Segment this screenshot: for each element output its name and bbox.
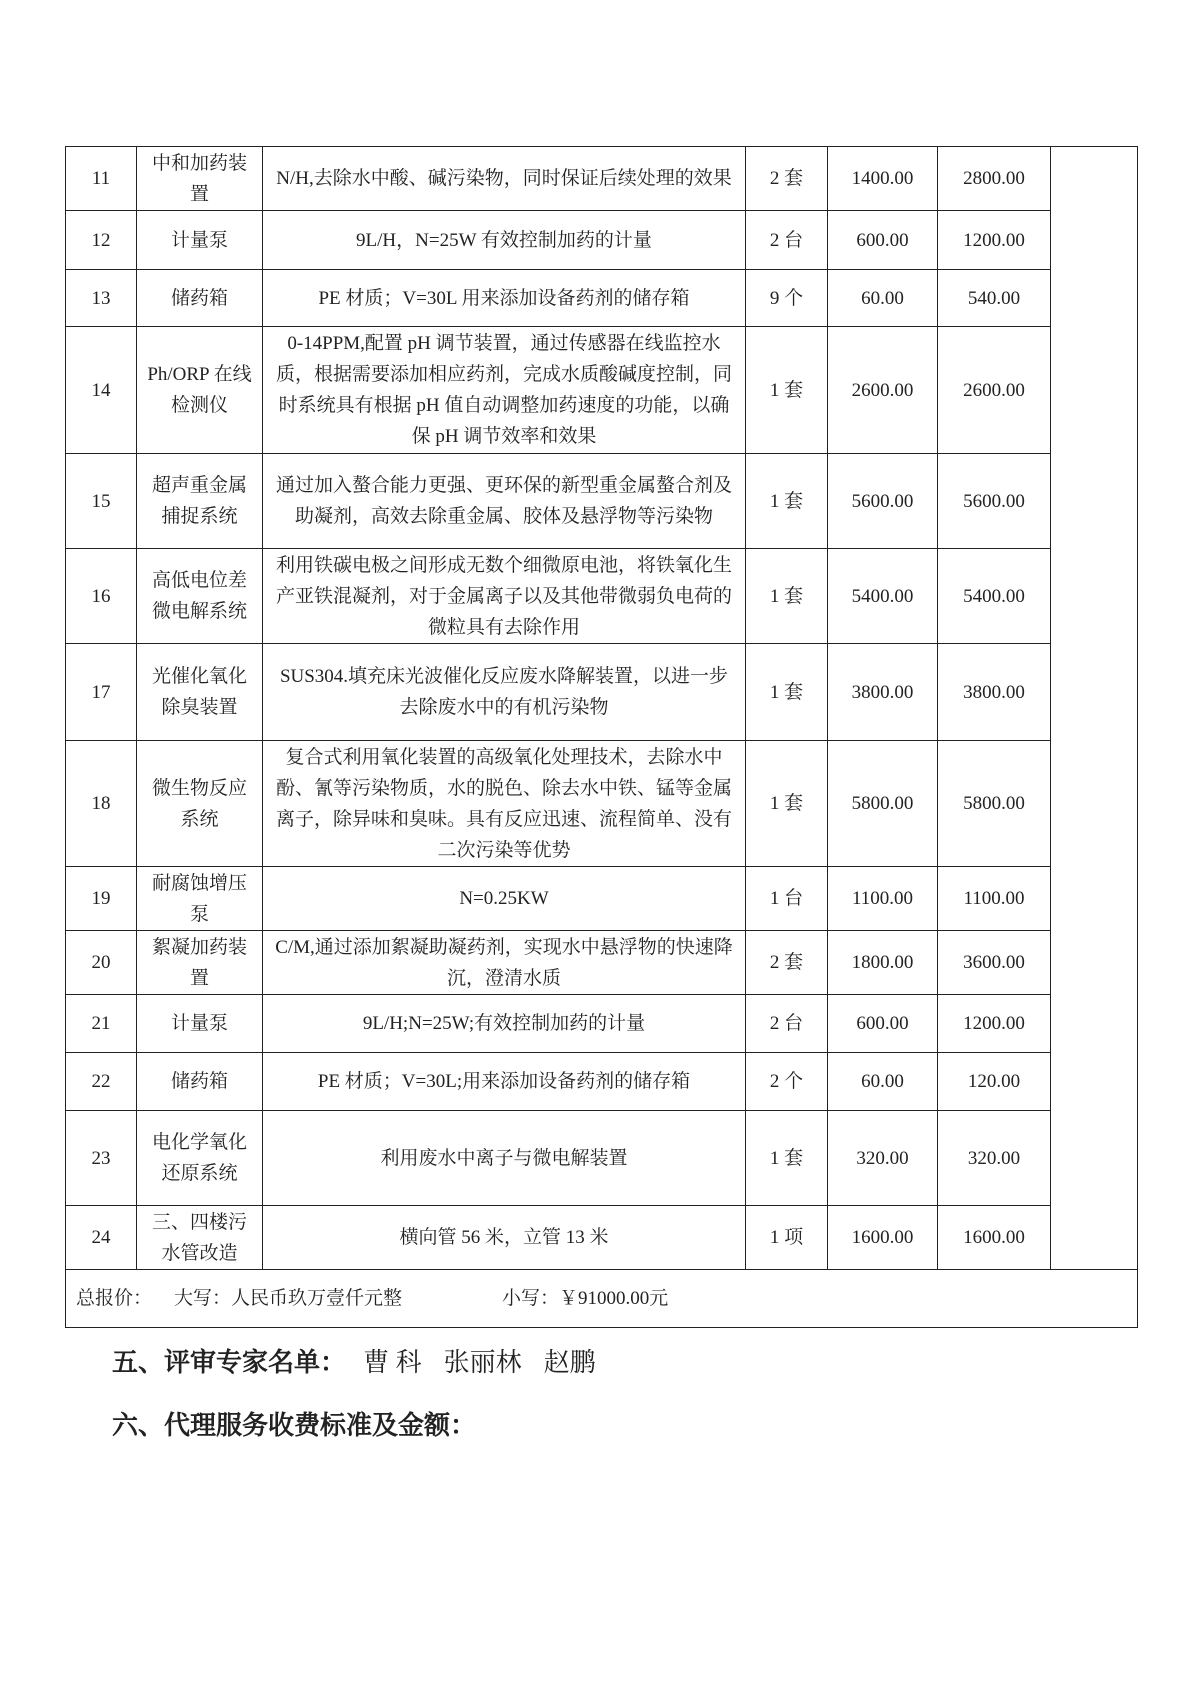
table-row bbox=[66, 1206, 1138, 1270]
blank-cell bbox=[1051, 931, 1138, 995]
table-row bbox=[66, 867, 1138, 931]
total-upper: 大写：人民币玖万壹仟元整 bbox=[174, 1288, 403, 1309]
item-total-price: 2600.00 bbox=[938, 327, 1051, 454]
item-name: 计量泵 bbox=[137, 995, 263, 1053]
item-quantity: 1 套 bbox=[746, 549, 828, 644]
item-name: 中和加药装置 bbox=[137, 147, 263, 211]
item-description: 通过加入螯合能力更强、更环保的新型重金属螯合剂及助凝剂，高效去除重金属、胶体及悬浮物等污染物 bbox=[263, 454, 746, 549]
item-description: PE 材质；V=30L 用来添加设备药剂的储存箱 bbox=[263, 270, 746, 327]
expert-name: 赵鹏 bbox=[543, 1348, 596, 1377]
blank-cell bbox=[1051, 327, 1138, 454]
item-description: C/M,通过添加絮凝助凝药剂，实现水中悬浮物的快速降沉，澄清水质 bbox=[263, 931, 746, 995]
item-unit-price: 60.00 bbox=[828, 1053, 938, 1111]
item-description: 横向管 56 米，立管 13 米 bbox=[263, 1206, 746, 1270]
item-quantity: 2 个 bbox=[746, 1053, 828, 1111]
blank-cell bbox=[1051, 1053, 1138, 1111]
total-price-cell bbox=[66, 1270, 1138, 1328]
item-name: 储药箱 bbox=[137, 270, 263, 327]
item-name: 耐腐蚀增压泵 bbox=[137, 867, 263, 931]
item-name: 超声重金属捕捉系统 bbox=[137, 454, 263, 549]
table-row bbox=[66, 549, 1138, 644]
blank-cell bbox=[1051, 995, 1138, 1053]
table-row bbox=[66, 995, 1138, 1053]
item-number: 15 bbox=[66, 454, 137, 549]
item-total-price: 540.00 bbox=[938, 270, 1051, 327]
item-description: 利用铁碳电极之间形成无数个细微原电池，将铁氧化生产亚铁混凝剂，对于金属离子以及其他带微弱负电荷的微粒具有去除作用 bbox=[263, 549, 746, 644]
item-quantity: 2 套 bbox=[746, 147, 828, 211]
item-unit-price: 1400.00 bbox=[828, 147, 938, 211]
item-total-price: 1600.00 bbox=[938, 1206, 1051, 1270]
item-total-price: 3800.00 bbox=[938, 644, 1051, 741]
table-row bbox=[66, 1053, 1138, 1111]
section-5-title: 五、评审专家名单： bbox=[112, 1348, 347, 1378]
item-number: 17 bbox=[66, 644, 137, 741]
item-total-price: 5600.00 bbox=[938, 454, 1051, 549]
item-quantity: 1 台 bbox=[746, 867, 828, 931]
blank-cell bbox=[1051, 1206, 1138, 1270]
blank-cell bbox=[1051, 454, 1138, 549]
item-unit-price: 3800.00 bbox=[828, 644, 938, 741]
item-unit-price: 1800.00 bbox=[828, 931, 938, 995]
table-row bbox=[66, 644, 1138, 741]
table-row bbox=[66, 327, 1138, 454]
item-number: 14 bbox=[66, 327, 137, 454]
blank-cell bbox=[1051, 644, 1138, 741]
item-name: 三、四楼污水管改造 bbox=[137, 1206, 263, 1270]
item-quantity: 1 套 bbox=[746, 327, 828, 454]
item-unit-price: 60.00 bbox=[828, 270, 938, 327]
item-number: 20 bbox=[66, 931, 137, 995]
item-total-price: 1200.00 bbox=[938, 211, 1051, 270]
blank-cell bbox=[1051, 741, 1138, 867]
table-row bbox=[66, 147, 1138, 211]
item-total-price: 120.00 bbox=[938, 1053, 1051, 1111]
table-row bbox=[66, 741, 1138, 867]
item-name: 高低电位差微电解系统 bbox=[137, 549, 263, 644]
total-price-row bbox=[66, 1270, 1138, 1328]
item-unit-price: 320.00 bbox=[828, 1111, 938, 1206]
quotation-table bbox=[65, 146, 1138, 1328]
item-name: 光催化氧化除臭装置 bbox=[137, 644, 263, 741]
table-row bbox=[66, 931, 1138, 995]
item-name: Ph/ORP 在线检测仪 bbox=[137, 327, 263, 454]
item-number: 16 bbox=[66, 549, 137, 644]
item-name: 计量泵 bbox=[137, 211, 263, 270]
table-row bbox=[66, 454, 1138, 549]
item-description: 复合式利用氧化装置的高级氧化处理技术，去除水中酚、氰等污染物质，水的脱色、除去水中铁、锰等金属离子，除异味和臭味。具有反应迅速、流程简单、没有二次污染等优势 bbox=[263, 741, 746, 867]
blank-cell bbox=[1051, 147, 1138, 211]
item-name: 微生物反应系统 bbox=[137, 741, 263, 867]
expert-name: 曹 科 bbox=[363, 1348, 422, 1377]
expert-name: 张丽林 bbox=[443, 1348, 522, 1377]
blank-cell bbox=[1051, 211, 1138, 270]
item-total-price: 1200.00 bbox=[938, 995, 1051, 1053]
item-total-price: 2800.00 bbox=[938, 147, 1051, 211]
item-quantity: 2 台 bbox=[746, 211, 828, 270]
item-name: 絮凝加药装置 bbox=[137, 931, 263, 995]
item-quantity: 1 套 bbox=[746, 741, 828, 867]
item-total-price: 5800.00 bbox=[938, 741, 1051, 867]
item-description: N=0.25KW bbox=[263, 867, 746, 931]
item-unit-price: 5600.00 bbox=[828, 454, 938, 549]
item-description: 9L/H，N=25W 有效控制加药的计量 bbox=[263, 211, 746, 270]
item-unit-price: 1100.00 bbox=[828, 867, 938, 931]
item-description: 0-14PPM,配置 pH 调节装置，通过传感器在线监控水质，根据需要添加相应药剂，完成水质酸碱度控制，同时系统具有根据 pH 值自动调整加药速度的功能，以确保 pH 调节效率和效果 bbox=[263, 327, 746, 454]
item-unit-price: 5800.00 bbox=[828, 741, 938, 867]
item-description: SUS304.填充床光波催化反应废水降解装置，以进一步去除废水中的有机污染物 bbox=[263, 644, 746, 741]
item-number: 21 bbox=[66, 995, 137, 1053]
table-row bbox=[66, 1111, 1138, 1206]
item-number: 23 bbox=[66, 1111, 137, 1206]
item-number: 12 bbox=[66, 211, 137, 270]
item-total-price: 3600.00 bbox=[938, 931, 1051, 995]
item-number: 11 bbox=[66, 147, 137, 211]
item-quantity: 1 套 bbox=[746, 644, 828, 741]
item-quantity: 1 套 bbox=[746, 454, 828, 549]
item-total-price: 5400.00 bbox=[938, 549, 1051, 644]
item-description: 9L/H;N=25W;有效控制加药的计量 bbox=[263, 995, 746, 1053]
blank-cell bbox=[1051, 867, 1138, 931]
item-description: PE 材质；V=30L;用来添加设备药剂的储存箱 bbox=[263, 1053, 746, 1111]
item-quantity: 2 台 bbox=[746, 995, 828, 1053]
item-number: 19 bbox=[66, 867, 137, 931]
item-total-price: 1100.00 bbox=[938, 867, 1051, 931]
item-unit-price: 2600.00 bbox=[828, 327, 938, 454]
item-number: 13 bbox=[66, 270, 137, 327]
item-total-price: 320.00 bbox=[938, 1111, 1051, 1206]
item-number: 18 bbox=[66, 741, 137, 867]
item-unit-price: 600.00 bbox=[828, 995, 938, 1053]
item-name: 储药箱 bbox=[137, 1053, 263, 1111]
section-6-heading bbox=[112, 1405, 476, 1442]
total-lower: 小写：￥91000.00元 bbox=[502, 1288, 669, 1309]
blank-cell bbox=[1051, 270, 1138, 327]
table-row bbox=[66, 211, 1138, 270]
item-quantity: 1 套 bbox=[746, 1111, 828, 1206]
blank-cell bbox=[1051, 1111, 1138, 1206]
item-unit-price: 1600.00 bbox=[828, 1206, 938, 1270]
item-unit-price: 600.00 bbox=[828, 211, 938, 270]
section-6-title: 六、代理服务收费标准及金额： bbox=[112, 1411, 477, 1441]
item-number: 24 bbox=[66, 1206, 137, 1270]
item-quantity: 2 套 bbox=[746, 931, 828, 995]
blank-cell bbox=[1051, 549, 1138, 644]
section-5-heading bbox=[112, 1342, 596, 1379]
item-unit-price: 5400.00 bbox=[828, 549, 938, 644]
item-description: 利用废水中离子与微电解装置 bbox=[263, 1111, 746, 1206]
item-quantity: 9 个 bbox=[746, 270, 828, 327]
table-row bbox=[66, 270, 1138, 327]
total-label: 总报价： bbox=[76, 1288, 153, 1309]
item-description: N/H,去除水中酸、碱污染物，同时保证后续处理的效果 bbox=[263, 147, 746, 211]
item-name: 电化学氧化还原系统 bbox=[137, 1111, 263, 1206]
item-number: 22 bbox=[66, 1053, 137, 1111]
item-quantity: 1 项 bbox=[746, 1206, 828, 1270]
